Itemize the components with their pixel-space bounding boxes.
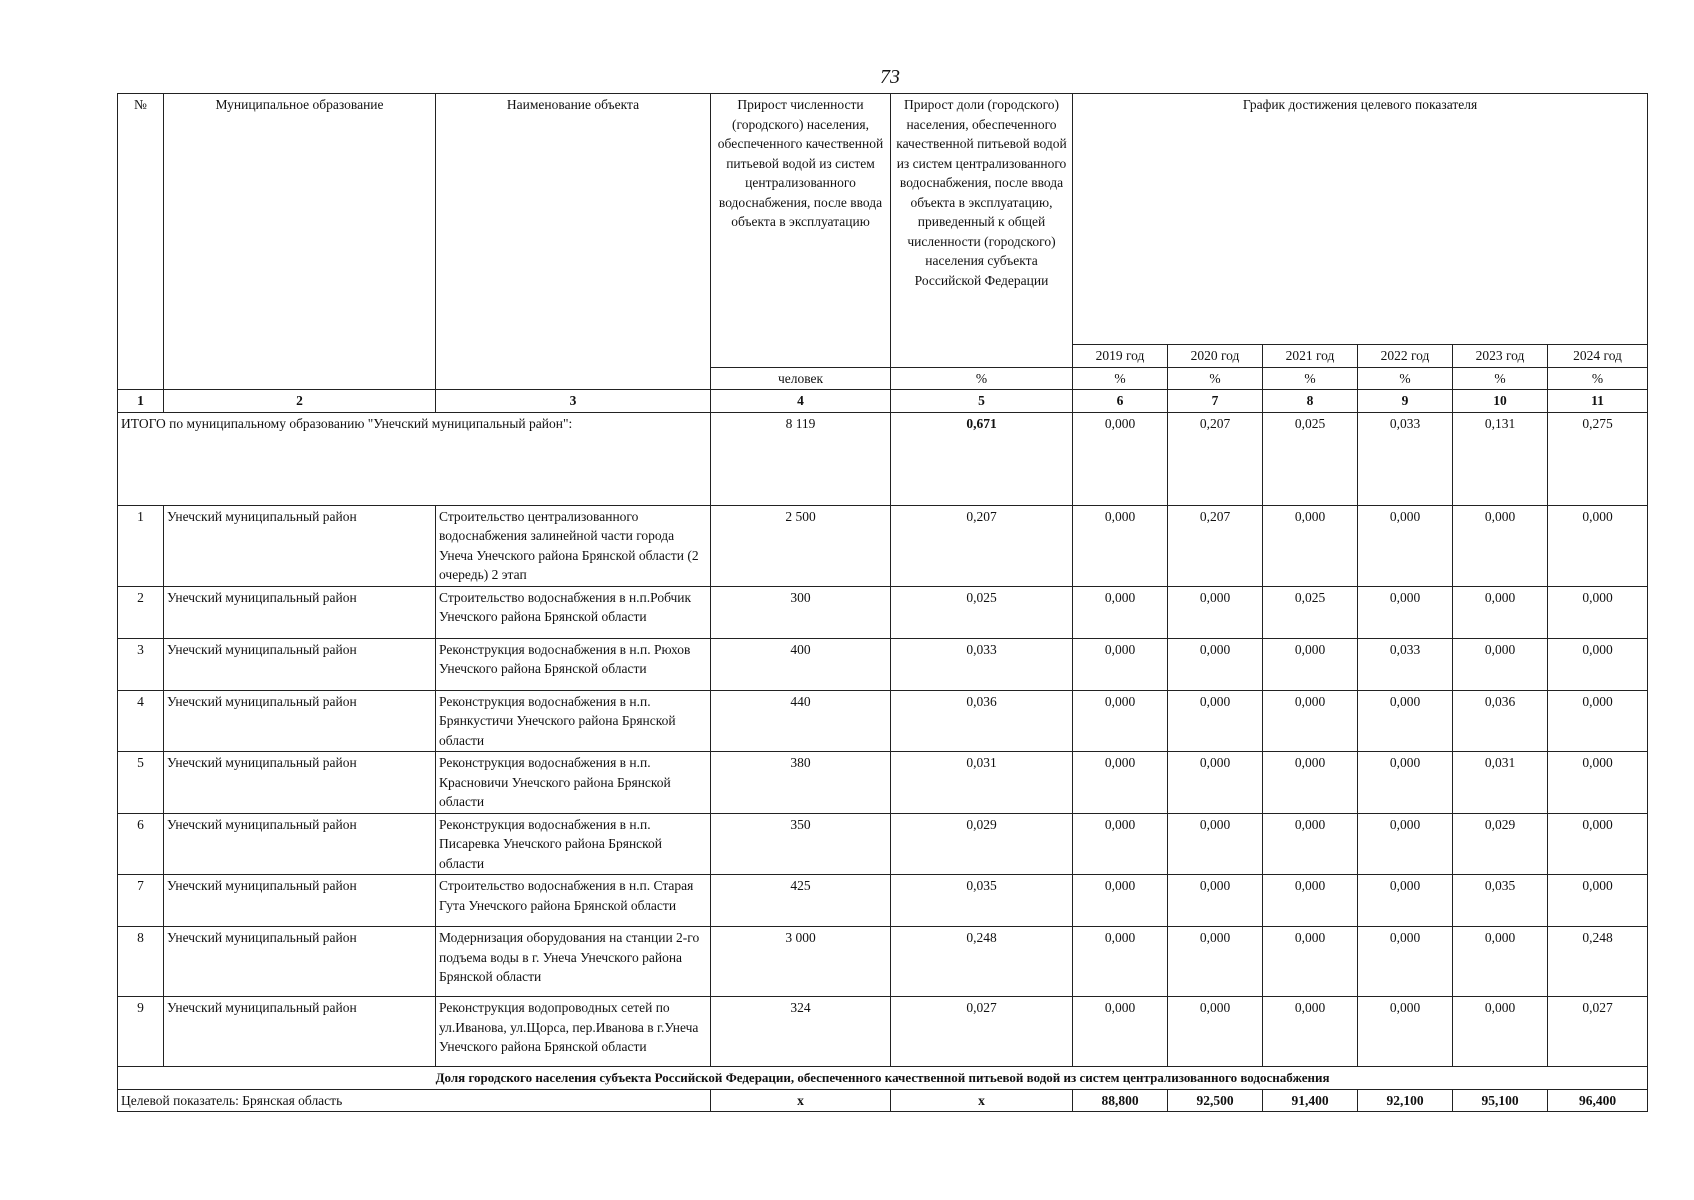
object-row [118,638,1648,690]
row-number: 4 [118,690,164,752]
column-number: 1 [118,390,164,413]
row-municipality: Унечский муниципальный район [164,813,436,875]
row-year-value: 0,031 [1453,752,1548,814]
unit-pct: % [1453,367,1548,390]
row-year-value: 0,033 [1358,638,1453,690]
row-share: 0,033 [891,638,1073,690]
row-year-value: 0,000 [1358,927,1453,997]
column-numbers-row [118,390,1648,413]
row-year-value: 0,000 [1168,875,1263,927]
row-object-name: Реконструкция водоснабжения в н.п. Писаревка Унечского района Брянской области [436,813,711,875]
row-number: 7 [118,875,164,927]
object-row [118,752,1648,814]
column-number: 6 [1073,390,1168,413]
total-year-value: 0,025 [1263,412,1358,505]
row-year-value: 0,000 [1548,586,1648,638]
row-year-value: 0,000 [1548,752,1648,814]
row-share: 0,207 [891,505,1073,586]
target-row [118,1089,1648,1112]
row-year-value: 0,000 [1263,927,1358,997]
header-object: Наименование объекта [436,94,711,390]
row-year-value: 0,000 [1168,997,1263,1067]
target-x: x [891,1089,1073,1112]
row-year-value: 0,000 [1358,875,1453,927]
row-object-name: Реконструкция водоснабжения в н.п. Рюхов Унечского района Брянской области [436,638,711,690]
row-number: 9 [118,997,164,1067]
object-row [118,586,1648,638]
target-x: x [711,1089,891,1112]
unit-pct: % [1168,367,1263,390]
row-year-value: 0,000 [1358,997,1453,1067]
row-year-value: 0,000 [1453,997,1548,1067]
unit-people: человек [711,367,891,390]
row-share: 0,029 [891,813,1073,875]
object-row [118,875,1648,927]
total-label: ИТОГО по муниципальному образованию "Унечский муниципальный район": [118,412,711,505]
row-year-value: 0,000 [1548,813,1648,875]
row-object-name: Реконструкция водоснабжения в н.п. Красновичи Унечского района Брянской области [436,752,711,814]
row-municipality: Унечский муниципальный район [164,997,436,1067]
total-share: 0,671 [891,412,1073,505]
row-object-name: Строительство водоснабжения в н.п.Робчик Унечского района Брянской области [436,586,711,638]
row-municipality: Унечский муниципальный район [164,690,436,752]
row-year-value: 0,000 [1263,690,1358,752]
row-share: 0,031 [891,752,1073,814]
row-people: 300 [711,586,891,638]
row-object-name: Реконструкция водоснабжения в н.п. Брянкустичи Унечского района Брянской области [436,690,711,752]
row-year-value: 0,000 [1263,638,1358,690]
header-year: 2023 год [1453,345,1548,368]
object-row [118,997,1648,1067]
row-year-value: 0,000 [1548,690,1648,752]
column-number: 10 [1453,390,1548,413]
row-number: 8 [118,927,164,997]
object-row [118,690,1648,752]
row-year-value: 0,000 [1073,505,1168,586]
unit-pct: % [1548,367,1648,390]
header-year: 2020 год [1168,345,1263,368]
row-year-value: 0,035 [1453,875,1548,927]
row-people: 380 [711,752,891,814]
row-year-value: 0,000 [1073,586,1168,638]
row-object-name: Строительство водоснабжения в н.п. Старая Гута Унечского района Брянской области [436,875,711,927]
row-year-value: 0,000 [1073,813,1168,875]
row-year-value: 0,000 [1073,927,1168,997]
row-object-name: Строительство централизованного водоснабжения залинейной части города Унеча Унечского района Брянской области (2 очередь) 2 этап [436,505,711,586]
row-year-value: 0,000 [1548,875,1648,927]
row-year-value: 0,000 [1263,505,1358,586]
header-schedule: График достижения целевого показателя [1073,94,1648,345]
row-year-value: 0,000 [1358,752,1453,814]
row-year-value: 0,000 [1263,813,1358,875]
column-number: 5 [891,390,1073,413]
row-year-value: 0,000 [1263,997,1358,1067]
target-year-value: 88,800 [1073,1089,1168,1112]
row-year-value: 0,000 [1263,752,1358,814]
object-row [118,813,1648,875]
row-year-value: 0,000 [1358,690,1453,752]
header-year: 2021 год [1263,345,1358,368]
row-year-value: 0,207 [1168,505,1263,586]
row-object-name: Модернизация оборудования на станции 2-го подъема воды в г. Унеча Унечского района Брянской области [436,927,711,997]
row-number: 5 [118,752,164,814]
target-year-value: 91,400 [1263,1089,1358,1112]
page-number: 73 [880,66,900,88]
header-municipality: Муниципальное образование [164,94,436,390]
column-number: 3 [436,390,711,413]
row-share: 0,027 [891,997,1073,1067]
row-year-value: 0,000 [1168,586,1263,638]
row-year-value: 0,000 [1168,690,1263,752]
object-row [118,505,1648,586]
row-year-value: 0,000 [1358,586,1453,638]
unit-pct: % [891,367,1073,390]
row-year-value: 0,000 [1073,875,1168,927]
row-people: 3 000 [711,927,891,997]
column-number: 9 [1358,390,1453,413]
row-year-value: 0,036 [1453,690,1548,752]
row-number: 6 [118,813,164,875]
row-municipality: Унечский муниципальный район [164,505,436,586]
row-people: 324 [711,997,891,1067]
object-row [118,927,1648,997]
row-year-value: 0,000 [1358,505,1453,586]
total-year-value: 0,207 [1168,412,1263,505]
row-year-value: 0,000 [1453,638,1548,690]
header-year: 2024 год [1548,345,1648,368]
row-number: 2 [118,586,164,638]
target-year-value: 95,100 [1453,1089,1548,1112]
row-year-value: 0,000 [1073,997,1168,1067]
row-year-value: 0,248 [1548,927,1648,997]
total-people: 8 119 [711,412,891,505]
row-year-value: 0,000 [1453,927,1548,997]
row-year-value: 0,000 [1073,638,1168,690]
row-year-value: 0,000 [1548,638,1648,690]
unit-pct: % [1263,367,1358,390]
row-share: 0,248 [891,927,1073,997]
row-year-value: 0,000 [1073,752,1168,814]
column-number: 8 [1263,390,1358,413]
total-year-value: 0,000 [1073,412,1168,505]
row-year-value: 0,029 [1453,813,1548,875]
row-object-name: Реконструкция водопроводных сетей по ул.Иванова, ул.Щорса, пер.Иванова в г.Унеча Унечского района Брянской области [436,997,711,1067]
row-municipality: Унечский муниципальный район [164,752,436,814]
indicator-banner: Доля городского населения субъекта Российской Федерации, обеспеченного качественной питьевой водой из систем централизованного водоснабжения [118,1067,1648,1090]
row-people: 400 [711,638,891,690]
target-label: Целевой показатель: Брянская область [118,1089,711,1112]
row-municipality: Унечский муниципальный район [164,875,436,927]
row-people: 2 500 [711,505,891,586]
total-row [118,412,1648,505]
row-year-value: 0,000 [1168,927,1263,997]
banner-row [118,1067,1648,1090]
unit-pct: % [1073,367,1168,390]
header-year: 2019 год [1073,345,1168,368]
row-share: 0,025 [891,586,1073,638]
row-people: 425 [711,875,891,927]
column-number: 11 [1548,390,1648,413]
header-growth-share: Прирост доли (городского) населения, обеспеченного качественной питьевой водой из систем централизованного водоснабжения, после ввода объекта в эксплуатацию, приведенный к общей численности (городского) населения субъекта Российской Федерации [891,94,1073,368]
header-row [118,94,1648,345]
row-number: 3 [118,638,164,690]
row-number: 1 [118,505,164,586]
header-year: 2022 год [1358,345,1453,368]
row-year-value: 0,027 [1548,997,1648,1067]
row-people: 350 [711,813,891,875]
row-municipality: Унечский муниципальный район [164,638,436,690]
column-number: 4 [711,390,891,413]
total-year-value: 0,275 [1548,412,1648,505]
total-year-value: 0,131 [1453,412,1548,505]
target-year-value: 92,100 [1358,1089,1453,1112]
row-year-value: 0,000 [1453,505,1548,586]
row-municipality: Унечский муниципальный район [164,586,436,638]
total-year-value: 0,033 [1358,412,1453,505]
row-year-value: 0,000 [1548,505,1648,586]
row-share: 0,035 [891,875,1073,927]
target-year-value: 92,500 [1168,1089,1263,1112]
row-year-value: 0,000 [1168,752,1263,814]
row-year-value: 0,000 [1168,638,1263,690]
column-number: 2 [164,390,436,413]
row-year-value: 0,000 [1168,813,1263,875]
row-year-value: 0,000 [1453,586,1548,638]
target-indicator-table [117,93,1648,1112]
row-year-value: 0,000 [1263,875,1358,927]
target-year-value: 96,400 [1548,1089,1648,1112]
column-number: 7 [1168,390,1263,413]
row-share: 0,036 [891,690,1073,752]
row-year-value: 0,000 [1358,813,1453,875]
row-municipality: Унечский муниципальный район [164,927,436,997]
header-growth-people: Прирост численности (городского) населения, обеспеченного качественной питьевой водой из систем централизованного водоснабжения, после ввода объекта в эксплуатацию [711,94,891,368]
row-year-value: 0,000 [1073,690,1168,752]
unit-pct: % [1358,367,1453,390]
header-no: № [118,94,164,390]
row-people: 440 [711,690,891,752]
row-year-value: 0,025 [1263,586,1358,638]
